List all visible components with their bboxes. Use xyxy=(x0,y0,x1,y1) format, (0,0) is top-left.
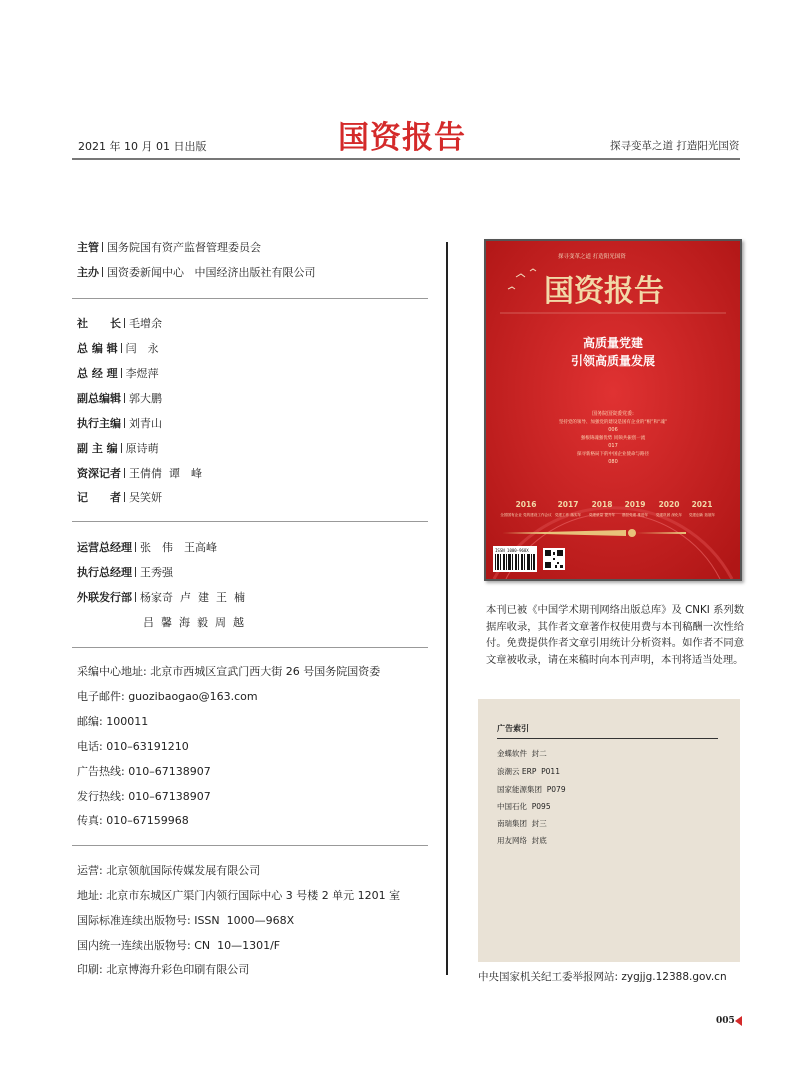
staff-row xyxy=(77,390,162,406)
cover-year: 2021 xyxy=(691,500,713,509)
header-slogan: 探寻变革之道 打造阳光国资 xyxy=(610,140,740,152)
cover-masthead: 国资报告 xyxy=(544,274,664,309)
staff-value: 闫 永 xyxy=(125,342,159,355)
editorial-address: 采编中心地址: 北京市西城区宣武门西大街 26 号国务院国资委 xyxy=(77,665,381,678)
cover-toc-page: 080 xyxy=(608,459,618,465)
sponsor-value: 国务院国有资产监督管理委员会 xyxy=(107,241,261,254)
cover-year-caption: 党建工作 落实年 xyxy=(554,513,582,517)
sponsor-value: 国资委新闻中心 中国经济出版社有限公司 xyxy=(107,266,316,279)
operations-row xyxy=(77,589,245,605)
indexing-notice: 本刊已被《中国学术期刊网络出版总库》及 CNKI 系列数据库收录，其作者文章著作权使用费与本刊稿酬一次性给付。免费提供作者文章引用统计分析资料。如作者不同意文章被收录，请在来稿时向本刊声明，本刊将适当处理。 xyxy=(486,604,744,666)
cover-year: 2020 xyxy=(658,500,680,509)
staff-row xyxy=(77,465,202,481)
staff-value: 王倩倩 谭 峰 xyxy=(129,467,202,480)
cover-toc-line: 强根铸魂强优势 同频共振创一流 xyxy=(580,436,646,441)
separator-bar xyxy=(102,267,103,277)
separator-bar xyxy=(124,492,125,502)
operator-address: 地址: 北京市东城区广渠门内领行国际中心 3 号楼 2 单元 1201 室 xyxy=(77,889,401,902)
ad-index-item: 金蝶软件 封二 xyxy=(497,749,547,758)
cover-toc-page: 017 xyxy=(608,443,618,449)
staff-row xyxy=(77,440,159,456)
cover-year: 2017 xyxy=(557,500,579,509)
masthead-title: 国资报告 xyxy=(338,120,466,156)
sponsor-row xyxy=(77,239,261,255)
staff-label: 记 者 xyxy=(77,491,121,504)
cover-slogan: 探寻变革之道 打造阳光国资 xyxy=(558,254,626,260)
staff-label: 执行主编 xyxy=(77,417,121,430)
separator-bar xyxy=(135,567,136,577)
separator-bar xyxy=(124,418,125,428)
cover-year-caption: 党建创新 拓展年 xyxy=(688,513,716,517)
sponsor-row xyxy=(77,264,316,280)
report-website-line: 中央国家机关纪工委举报网站: zygjjg.12388.gov.cn xyxy=(478,971,727,983)
page-arrow-icon xyxy=(735,1016,742,1026)
operations-value: 杨家奇 卢 建 王 楠 xyxy=(140,591,245,604)
postcode-line: 邮编: 100011 xyxy=(77,715,149,728)
staff-label: 副总编辑 xyxy=(77,392,121,405)
operations-label: 执行总经理 xyxy=(77,566,132,579)
staff-label: 总 编 辑 xyxy=(77,342,118,355)
operations-label: 外联发行部 xyxy=(77,591,132,604)
email-line: 电子邮件: guozibaogao@163.com xyxy=(77,690,258,703)
cover-year: 2016 xyxy=(515,500,537,509)
separator-bar xyxy=(121,343,122,353)
cover-toc-page: 006 xyxy=(608,427,618,433)
cover-toc-line: 探寻新格局下的中国企业使命与路径 xyxy=(577,452,649,457)
sponsor-label: 主管 xyxy=(77,241,99,254)
magazine-cover xyxy=(484,239,742,581)
separator-bar xyxy=(124,393,125,403)
cover-headline-2: 引领高质量发展 xyxy=(570,354,656,368)
operations-extra-names: 吕 馨 海 毅 周 越 xyxy=(143,616,244,629)
staff-value: 吴笑妍 xyxy=(129,491,162,504)
staff-row xyxy=(77,489,162,505)
staff-label: 资深记者 xyxy=(77,467,121,480)
staff-value: 毛增余 xyxy=(129,317,162,330)
section-divider xyxy=(72,298,428,299)
operations-row xyxy=(77,539,217,555)
ad-index-item: 中国石化 P095 xyxy=(497,802,551,811)
barcode-bars xyxy=(495,554,535,570)
ad-index-item: 南瑞集团 封三 xyxy=(497,819,547,828)
separator-bar xyxy=(124,468,125,478)
staff-value: 原诗萌 xyxy=(125,442,159,455)
ad-index-item: 浪潮云 ERP P011 xyxy=(497,767,560,776)
cover-headline-1: 高质量党建 xyxy=(582,336,644,350)
operations-label: 运营总经理 xyxy=(77,541,132,554)
cover-toc-line: 国务院国资委党委: xyxy=(592,411,634,417)
cover-year-caption: 基层党建 推进年 xyxy=(621,513,649,517)
header-divider xyxy=(72,158,740,160)
distribution-hotline: 发行热线: 010–67138907 xyxy=(77,790,211,803)
operations-row xyxy=(77,564,173,580)
separator-bar xyxy=(121,368,122,378)
ad-index-item: 用友网络 封底 xyxy=(497,836,547,845)
staff-row xyxy=(77,340,159,356)
clock-hub-icon xyxy=(628,529,636,537)
cover-issn: ISSN 1000-968X xyxy=(495,548,529,553)
cover-year: 2018 xyxy=(591,500,613,509)
column-divider xyxy=(446,242,448,975)
ad-index-item: 国家能源集团 P079 xyxy=(497,785,566,794)
page-number: 005 xyxy=(716,1016,735,1026)
cover-year-caption: 党建巩固 深化年 xyxy=(655,513,683,517)
phone-line: 电话: 010–63191210 xyxy=(77,740,189,753)
separator-bar xyxy=(121,443,122,453)
staff-value: 刘青山 xyxy=(129,417,162,430)
separator-bar xyxy=(102,242,103,252)
cover-year-caption: 党建质量 提升年 xyxy=(588,513,616,517)
section-divider xyxy=(72,521,428,522)
issn-line: 国际标准连续出版物号: ISSN 1000—968X xyxy=(77,914,295,927)
publish-date: 2021 年 10 月 01 日出版 xyxy=(78,140,207,153)
section-divider xyxy=(72,647,428,648)
staff-label: 社 长 xyxy=(77,317,121,330)
staff-value: 郭大鹏 xyxy=(129,392,162,405)
operations-value: 张 伟 王高峰 xyxy=(140,541,217,554)
staff-row xyxy=(77,415,162,431)
cover-artwork xyxy=(486,241,740,579)
staff-label: 副 主 编 xyxy=(77,442,118,455)
fax-line: 传真: 010–67159968 xyxy=(77,814,189,827)
operator-line: 运营: 北京领航国际传媒发展有限公司 xyxy=(77,864,261,877)
separator-bar xyxy=(124,318,125,328)
section-divider xyxy=(72,845,428,846)
staff-row xyxy=(77,315,162,331)
cover-year: 2019 xyxy=(624,500,646,509)
ad-hotline: 广告热线: 010–67138907 xyxy=(77,765,211,778)
sponsor-label: 主办 xyxy=(77,266,99,279)
printer-line: 印刷: 北京博海升彩色印刷有限公司 xyxy=(77,963,250,976)
staff-row xyxy=(77,365,159,381)
ad-index-divider xyxy=(497,738,718,739)
cover-toc-line: 坚持党的领导、加强党的建设是国有企业的“根”和“魂” xyxy=(558,420,668,425)
ad-index-title: 广告索引 xyxy=(497,724,529,733)
staff-value: 李煜萍 xyxy=(125,367,159,380)
staff-label: 总 经 理 xyxy=(77,367,118,380)
separator-bar xyxy=(135,542,136,552)
cn-line: 国内统一连续出版物号: CN 10—1301/F xyxy=(77,939,281,952)
separator-bar xyxy=(135,592,136,602)
operations-value: 王秀强 xyxy=(140,566,173,579)
cover-year-caption: 全国国有企业 党的建设工作会议 xyxy=(500,513,552,517)
